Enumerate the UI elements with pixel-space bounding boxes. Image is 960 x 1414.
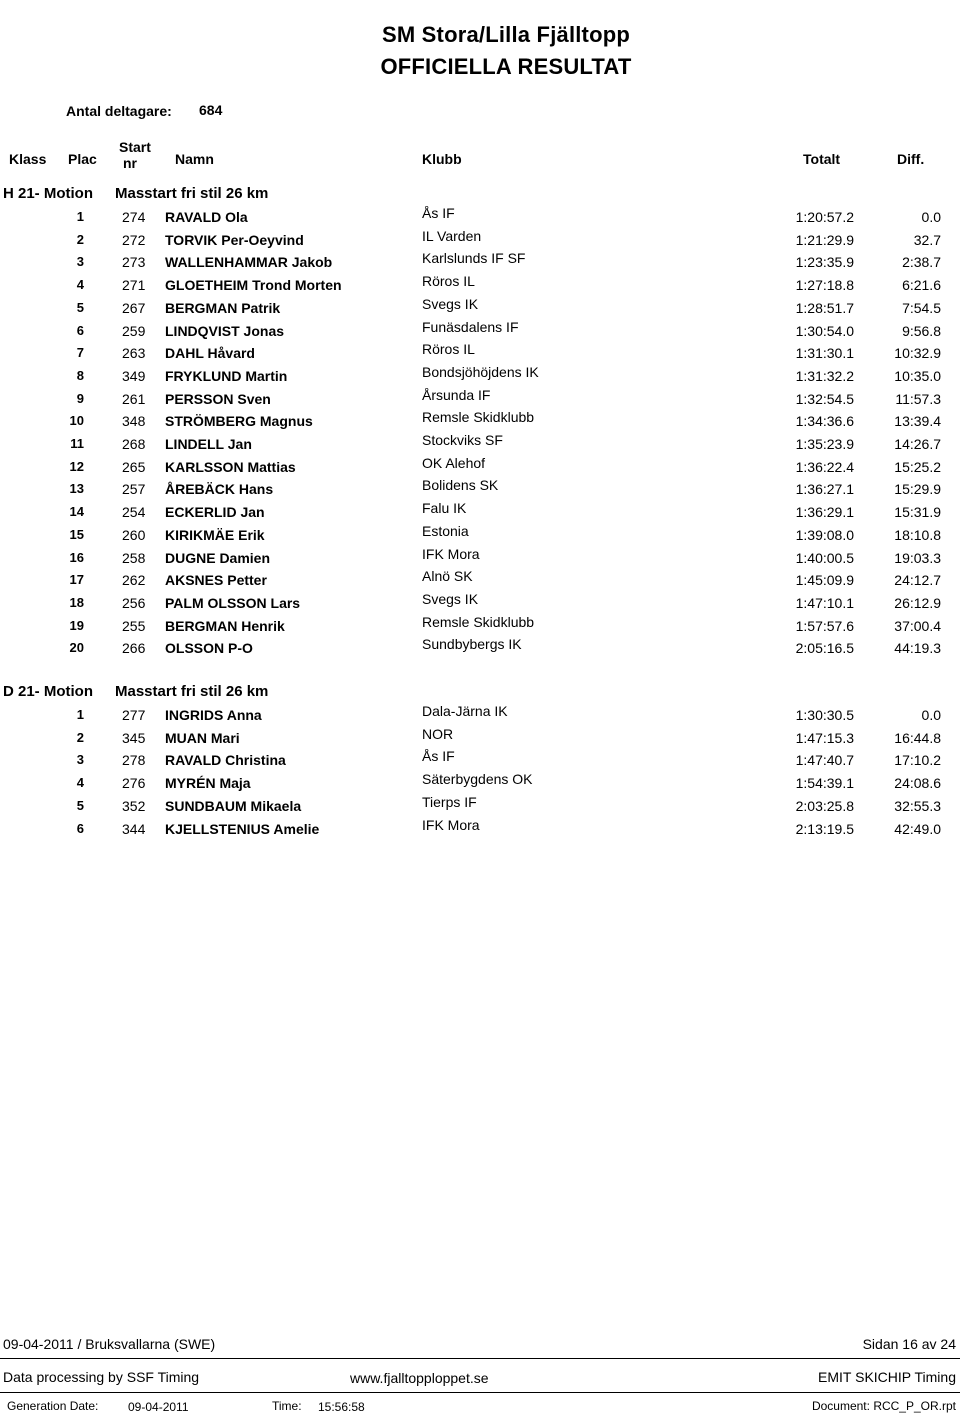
diff-cell: 0.0 [921,209,941,225]
place-cell: 13 [69,481,84,497]
diff-cell: 32:55.3 [894,797,941,814]
name-cell: LINDELL Jan [165,436,252,452]
total-time-cell: 1:47:15.3 [795,729,854,746]
table-row [0,409,960,433]
diff-cell: 2:38.7 [902,254,941,271]
start-number-cell: 260 [122,526,146,543]
name-cell: BERGMAN Henrik [165,617,285,634]
participants-label: Antal deltagare: [66,103,172,119]
name-cell: ECKERLID Jan [165,504,265,521]
table-row [0,273,960,297]
club-cell: Bolidens SK [422,477,499,494]
table-row [0,341,960,365]
place-cell: 20 [69,640,84,656]
diff-cell: 44:19.3 [894,640,941,657]
diff-cell: 15:25.2 [894,458,941,475]
name-cell: KIRIKMÄE Erik [165,526,265,543]
place-cell: 10 [69,413,84,429]
footer-generation-date: 09-04-2011 [128,1400,189,1414]
table-row [0,205,960,229]
name-cell: KARLSSON Mattias [165,458,296,475]
total-time-cell: 1:36:29.1 [795,504,854,521]
name-cell: WALLENHAMMAR Jakob [165,254,333,271]
diff-cell: 17:10.2 [894,752,941,769]
total-time-cell: 1:27:18.8 [795,277,854,294]
diff-cell: 11:57.3 [895,390,941,407]
table-row [0,748,960,772]
section-h21-title [3,185,268,202]
total-time-cell: 1:57:57.6 [795,617,854,634]
club-cell: Alnö SK [422,568,473,585]
table-row [0,386,960,411]
start-number-cell: 349 [122,367,146,384]
section-event: Masstart fri stil 26 km [115,683,269,700]
footer-generation-label: Generation Date: [7,1399,99,1413]
footer-date-place: 09-04-2011 / Bruksvallarna (SWE) [3,1336,216,1352]
club-cell: Remsle Skidklubb [422,613,535,630]
total-time-cell: 1:35:23.9 [795,436,854,452]
place-cell: 2 [76,729,84,745]
column-header-diff: Diff. [897,151,925,167]
column-header-namn: Namn [175,151,214,167]
place-cell: 9 [76,390,84,406]
place-cell: 16 [69,549,84,565]
footer-processing: Data processing by SSF Timing [3,1369,200,1385]
club-cell: Dala-Järna IK [422,703,508,719]
total-time-cell: 1:45:09.9 [795,572,854,589]
place-cell: 1 [76,707,84,722]
club-cell: Funäsdalens IF [422,318,519,335]
diff-cell: 6:21.6 [902,277,941,294]
start-number-cell: 268 [122,436,146,452]
table-row [0,725,960,750]
table-row [0,363,960,388]
place-cell: 3 [76,752,84,768]
name-cell: FRYKLUND Martin [165,367,288,384]
table-row [0,545,960,570]
start-number-cell: 265 [122,458,146,475]
start-number-cell: 256 [122,594,146,611]
place-cell: 1 [76,209,84,224]
start-number-cell: 257 [122,481,146,498]
total-time-cell: 1:20:57.2 [795,209,854,225]
club-cell: Bondsjöhöjdens IK [422,363,539,380]
name-cell: DAHL Håvard [165,345,255,362]
diff-cell: 42:49.0 [894,820,941,837]
diff-cell: 7:54.5 [902,299,941,316]
place-cell: 6 [76,322,84,338]
diff-cell: 13:39.4 [894,413,941,430]
table-row [0,703,960,727]
name-cell: DUGNE Damien [165,549,271,566]
total-time-cell: 1:32:54.5 [795,390,854,407]
start-number-cell: 276 [122,775,146,792]
total-time-cell: 1:36:27.1 [795,481,854,498]
section-class: H 21- Motion [3,185,93,202]
diff-cell: 32.7 [913,231,941,248]
total-time-cell: 1:31:32.2 [795,367,854,384]
place-cell: 17 [69,572,84,588]
start-number-cell: 259 [122,322,146,339]
diff-cell: 24:12.7 [894,572,941,589]
club-cell: OK Alehof [422,454,486,471]
diff-cell: 10:35.0 [894,367,941,384]
diff-cell: 18:10.8 [894,526,941,543]
total-time-cell: 1:47:10.1 [795,594,854,611]
club-cell: Falu IK [422,500,467,517]
footer-time-label: Time: [272,1399,302,1413]
diff-cell: 15:31.9 [894,504,941,521]
total-time-cell: 2:05:16.5 [795,640,854,657]
total-time-cell: 1:30:54.0 [795,322,854,339]
start-number-cell: 352 [122,797,146,814]
footer-time-value: 15:56:58 [318,1400,365,1414]
column-header-start-line2: nr [123,155,137,171]
footer-website: www.fjalltopploppet.se [350,1370,489,1386]
start-number-cell: 255 [122,617,146,634]
club-cell: Karlslunds IF SF [422,250,526,267]
table-row [0,636,960,660]
club-cell: Svegs IK [422,590,479,607]
name-cell: INGRIDS Anna [165,707,262,723]
start-number-cell: 278 [122,752,146,769]
page-subtitle: OFFICIELLA RESULTAT [380,54,632,79]
page-title: SM Stora/Lilla Fjälltopp [381,22,631,47]
footer-page: Sidan 16 av 24 [862,1336,956,1352]
start-number-cell: 262 [122,572,146,589]
place-cell: 11 [70,436,84,451]
club-cell: Årsunda IF [422,386,491,403]
name-cell: OLSSON P-O [165,640,253,657]
club-cell: IFK Mora [422,816,480,833]
start-number-cell: 267 [122,299,146,316]
name-cell: KJELLSTENIUS Amelie [165,820,320,837]
total-time-cell: 1:54:39.1 [795,775,854,792]
column-header-klubb: Klubb [422,151,462,167]
name-cell: SUNDBAUM Mikaela [165,797,302,814]
total-time-cell: 1:39:08.0 [795,526,854,543]
section-class: D 21- Motion [3,683,93,700]
name-cell: LINDQVIST Jonas [165,322,285,339]
club-cell: Svegs IK [422,295,479,312]
diff-cell: 24:08.6 [894,775,941,792]
table-row [0,250,960,274]
club-cell: Ås IF [422,748,455,765]
diff-cell: 10:32.9 [894,345,941,362]
column-header-start-line1: Start [119,139,151,155]
club-cell: Sundbybergs IK [422,636,522,653]
club-cell: Stockviks SF [422,432,503,448]
club-cell: Säterbygdens OK [422,771,533,788]
place-cell: 3 [76,254,84,270]
column-header-klass: Klass [9,151,47,167]
club-cell: Röros IL [422,273,475,290]
total-time-cell: 1:21:29.9 [795,231,854,248]
club-cell: Tierps IF [422,793,477,810]
name-cell: MYRÉN Maja [165,775,251,792]
place-cell: 4 [76,277,84,293]
table-row [0,318,960,343]
place-cell: 14 [69,504,84,520]
place-cell: 7 [76,345,84,361]
table-row [0,477,960,501]
name-cell: TORVIK Per-Oeyvind [165,231,304,248]
start-number-cell: 348 [122,413,146,430]
diff-cell: 19:03.3 [894,549,941,566]
diff-cell: 14:26.7 [894,436,941,452]
footer-divider [0,1358,960,1359]
diff-cell: 26:12.9 [894,594,941,611]
footer-divider-2 [0,1392,960,1393]
start-number-cell: 345 [122,729,146,746]
name-cell: MUAN Mari [165,729,240,746]
column-header-totalt: Totalt [803,151,841,167]
place-cell: 18 [69,594,84,610]
start-number-cell: 261 [122,390,146,407]
place-cell: 12 [69,458,84,474]
start-number-cell: 258 [122,549,146,566]
total-time-cell: 1:23:35.9 [795,254,854,271]
club-cell: IL Varden [422,227,482,244]
column-header-start [119,139,151,171]
section-event: Masstart fri stil 26 km [115,185,269,202]
name-cell: GLOETHEIM Trond Morten [165,277,342,294]
total-time-cell: 1:36:22.4 [795,458,854,475]
table-row [0,590,960,615]
table-row [0,454,960,479]
club-cell: Remsle Skidklubb [422,409,535,426]
table-row [0,816,960,841]
place-cell: 2 [76,231,84,247]
diff-cell: 9:56.8 [902,322,941,339]
club-cell: Estonia [422,522,469,539]
name-cell: RAVALD Ola [165,209,248,225]
section-d21-title [3,683,268,700]
place-cell: 5 [76,797,84,813]
place-cell: 8 [76,367,84,383]
total-time-cell: 1:34:36.6 [795,413,854,430]
club-cell: Ås IF [422,205,455,221]
total-time-cell: 1:40:00.5 [795,549,854,566]
total-time-cell: 1:30:30.5 [795,707,854,723]
start-number-cell: 344 [122,820,146,837]
place-cell: 15 [69,526,84,542]
column-header-plac: Plac [68,151,97,167]
club-cell: IFK Mora [422,545,480,562]
club-cell: NOR [422,725,454,742]
name-cell: PERSSON Sven [165,390,271,407]
club-cell: Röros IL [422,341,475,358]
table-row [0,522,960,547]
start-number-cell: 254 [122,504,146,521]
total-time-cell: 1:31:30.1 [795,345,854,362]
diff-cell: 15:29.9 [894,481,941,498]
table-row [0,295,960,320]
place-cell: 6 [76,820,84,836]
diff-cell: 0.0 [921,707,941,723]
diff-cell: 16:44.8 [894,729,941,746]
total-time-cell: 2:13:19.5 [795,820,854,837]
table-row [0,500,960,524]
total-time-cell: 1:47:40.7 [795,752,854,769]
start-number-cell: 272 [122,231,146,248]
place-cell: 4 [76,775,84,791]
place-cell: 19 [69,617,84,633]
table-row [0,771,960,795]
name-cell: STRÖMBERG Magnus [165,413,313,430]
table-row [0,227,960,252]
footer-document: Document: RCC_P_OR.rpt [811,1399,956,1413]
start-number-cell: 266 [122,640,146,657]
total-time-cell: 2:03:25.8 [795,797,854,814]
participants-value: 684 [199,102,223,118]
table-row [0,613,960,638]
table-row [0,432,960,456]
table-row [0,793,960,818]
name-cell: RAVALD Christina [165,752,286,769]
start-number-cell: 277 [122,707,146,723]
start-number-cell: 274 [122,209,146,225]
name-cell: ÅREBÄCK Hans [165,481,274,498]
start-number-cell: 273 [122,254,146,271]
place-cell: 5 [76,299,84,315]
footer-timing: EMIT SKICHIP Timing [818,1369,956,1385]
name-cell: AKSNES Petter [165,572,267,589]
diff-cell: 37:00.4 [894,617,941,634]
table-row [0,568,960,592]
start-number-cell: 263 [122,345,146,362]
name-cell: PALM OLSSON Lars [165,594,301,611]
name-cell: BERGMAN Patrik [165,299,281,316]
total-time-cell: 1:28:51.7 [795,299,854,316]
start-number-cell: 271 [122,277,146,294]
